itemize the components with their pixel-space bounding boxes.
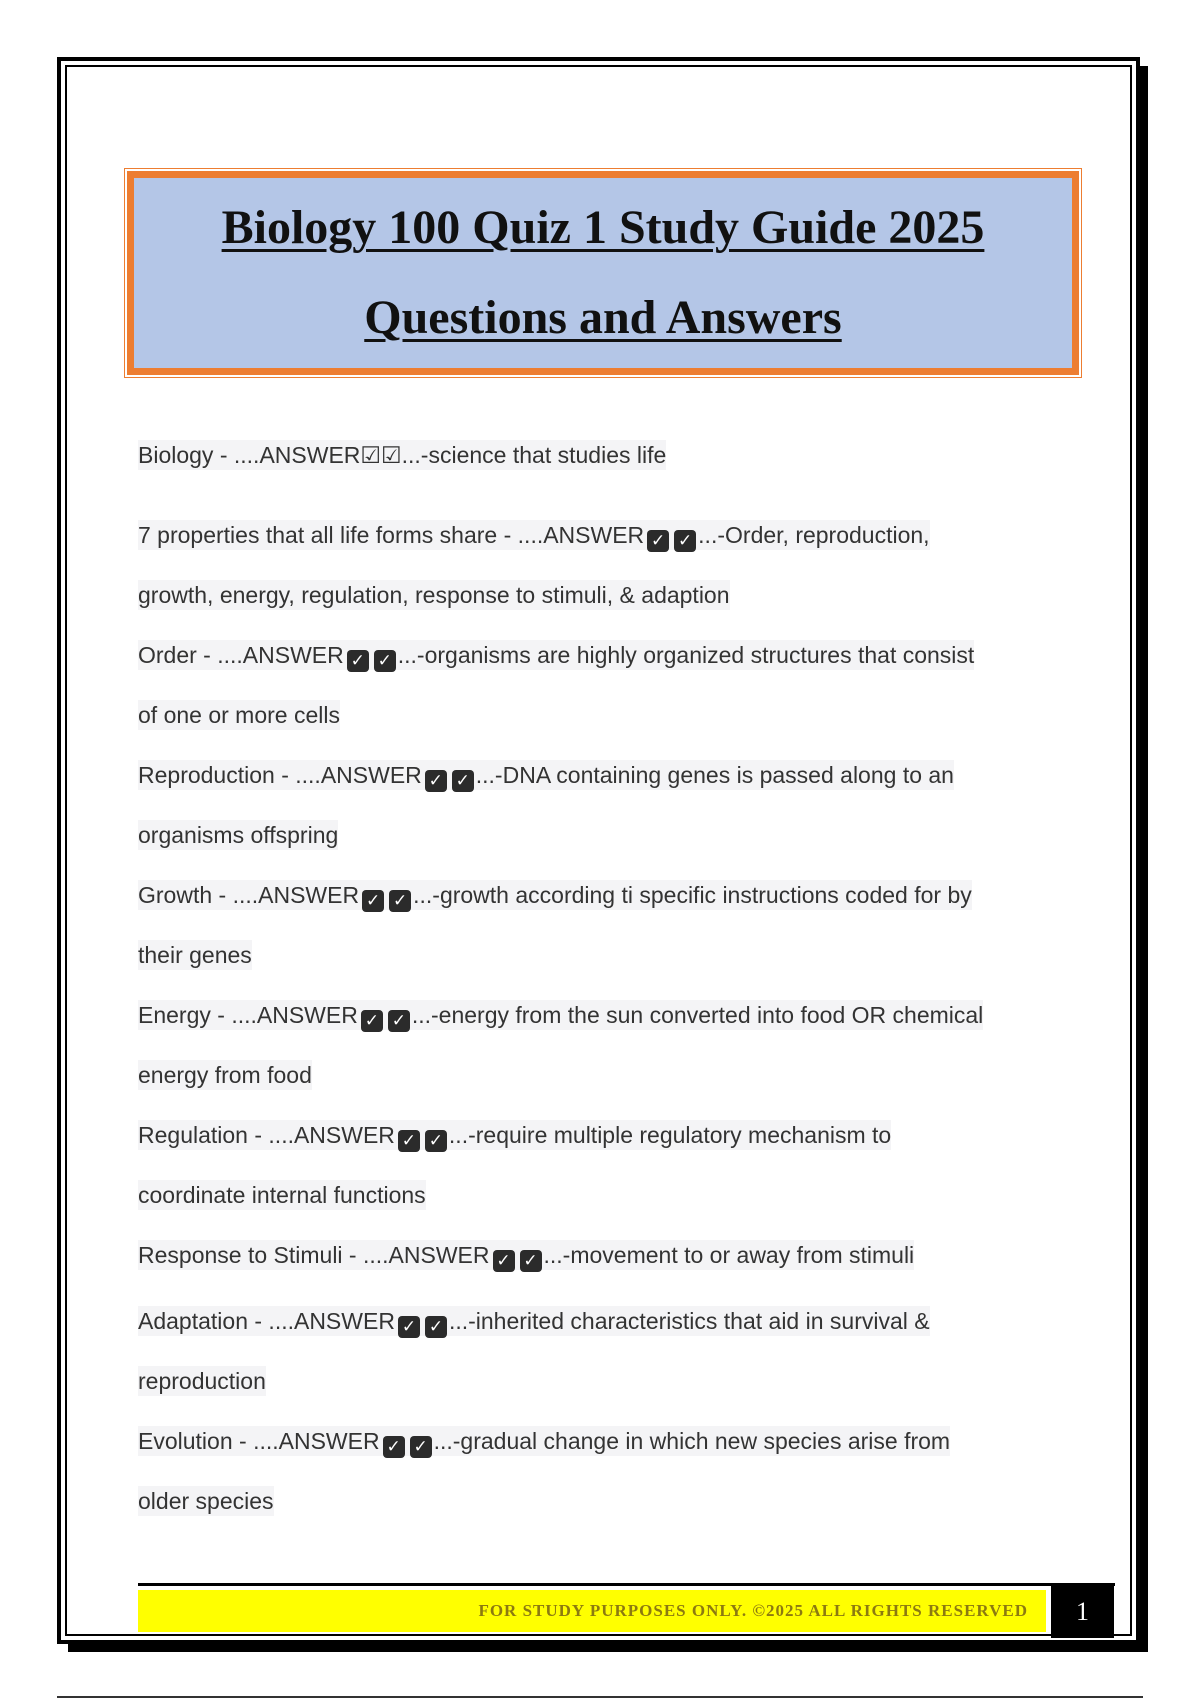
check-icon: ✓ <box>493 1250 515 1272</box>
qa-tail-prefix: ...- <box>397 642 425 668</box>
qa-answer: Order, reproduction, <box>725 522 930 548</box>
qa-continuation-text: of one or more cells <box>138 702 340 728</box>
qa-separator: - ....ANSWER <box>247 1122 395 1148</box>
qa-tail-prefix: ...- <box>413 882 440 908</box>
qa-highlight <box>138 1426 950 1456</box>
qa-entry <box>138 625 1058 745</box>
qa-continuation <box>138 805 1058 865</box>
qa-line <box>138 865 1058 925</box>
qa-continuation-text: organisms offspring <box>138 822 339 848</box>
qa-tail-prefix: ...- <box>698 522 726 548</box>
qa-line <box>138 1411 1058 1471</box>
qa-list <box>138 425 1058 1531</box>
qa-line <box>138 1291 1058 1351</box>
qa-separator: - ....ANSWER <box>196 642 344 668</box>
check-icon: ✓ <box>388 1010 410 1032</box>
check-icon: ✓ <box>383 1436 405 1458</box>
qa-entry <box>138 425 1058 485</box>
check-icon: ✓ <box>425 1130 447 1152</box>
qa-continuation-text: older species <box>138 1488 274 1514</box>
qa-term: Growth <box>138 882 213 908</box>
qa-term: Evolution <box>138 1428 233 1454</box>
qa-tail-prefix: ...- <box>448 1122 476 1148</box>
qa-term: Regulation <box>138 1122 248 1148</box>
qa-continuation-text: coordinate internal functions <box>138 1182 426 1208</box>
check-icon: ✓ <box>361 1010 383 1032</box>
qa-line <box>138 1225 1058 1285</box>
qa-entry <box>138 985 1058 1105</box>
qa-line <box>138 985 1058 1045</box>
qa-answer: gradual change in which new species arise from <box>460 1428 951 1454</box>
qa-entry <box>138 1225 1058 1285</box>
page-number: 1 <box>1051 1586 1114 1638</box>
qa-tail-prefix: ...- <box>475 762 503 788</box>
qa-highlight <box>138 760 954 790</box>
qa-highlight <box>138 520 930 550</box>
check-icon: ✓ <box>374 650 396 672</box>
check-icon: ✓ <box>425 770 447 792</box>
qa-line <box>138 625 1058 685</box>
qa-term: Biology <box>138 442 214 468</box>
document-page <box>57 57 1140 1644</box>
qa-continuation-text: reproduction <box>138 1368 266 1394</box>
check-icon: ✓ <box>398 1130 420 1152</box>
qa-term: Reproduction <box>138 762 275 788</box>
qa-separator: - ....ANSWER <box>274 762 422 788</box>
qa-continuation <box>138 1165 1058 1225</box>
qa-answer: organisms are highly organized structures that consist <box>424 642 975 668</box>
qa-term: Energy <box>138 1002 211 1028</box>
check-icon: ✓ <box>362 890 384 912</box>
footer-band <box>138 1590 1046 1632</box>
qa-answer: require multiple regulatory mechanism to <box>475 1122 892 1148</box>
qa-tail-prefix: ...- <box>543 1242 571 1268</box>
check-icon: ✓ <box>520 1250 542 1272</box>
qa-line <box>138 425 1058 485</box>
qa-tail-prefix: ...- <box>448 1308 476 1334</box>
qa-term: 7 properties that all life forms share <box>138 522 498 548</box>
qa-answer: DNA containing genes is passed along to an <box>502 762 954 788</box>
qa-continuation <box>138 925 1058 985</box>
qa-term: Response to Stimuli <box>138 1242 343 1268</box>
qa-continuation <box>138 685 1058 745</box>
qa-entry <box>138 745 1058 865</box>
qa-line <box>138 505 1058 565</box>
qa-answer: movement to or away from stimuli <box>570 1242 915 1268</box>
qa-highlight <box>138 640 974 670</box>
qa-tail-prefix: ...- <box>411 1002 439 1028</box>
check-icon: ✓ <box>425 1316 447 1338</box>
bottom-rule <box>57 1696 1143 1698</box>
qa-answer: inherited characteristics that aid in survival & <box>475 1308 930 1334</box>
qa-highlight <box>138 1000 983 1030</box>
qa-answer: science that studies life <box>428 442 667 468</box>
qa-separator: - ....ANSWER <box>497 522 645 548</box>
qa-tail-prefix: ...- <box>433 1428 461 1454</box>
qa-separator: - ....ANSWER <box>213 442 361 468</box>
qa-entry <box>138 1411 1058 1531</box>
qa-line <box>138 745 1058 805</box>
qa-tail-prefix: ...- <box>401 442 429 468</box>
qa-continuation <box>138 1045 1058 1105</box>
qa-separator: - ....ANSWER <box>247 1308 395 1334</box>
check-icon: ✓ <box>674 530 696 552</box>
footer-rule <box>138 1583 1115 1586</box>
qa-continuation <box>138 565 1058 625</box>
check-icon: ✓ <box>647 530 669 552</box>
qa-entry <box>138 505 1058 625</box>
qa-term: Adaptation <box>138 1308 248 1334</box>
qa-highlight <box>138 1120 891 1150</box>
qa-continuation <box>138 1471 1058 1531</box>
title-box <box>127 171 1079 375</box>
title-line-1: Biology 100 Quiz 1 Study Guide 2025 <box>221 201 985 254</box>
qa-entry <box>138 1291 1058 1411</box>
check-icon: ✓ <box>347 650 369 672</box>
check-icon: ✓ <box>398 1316 420 1338</box>
qa-separator: - ....ANSWER <box>212 882 360 908</box>
qa-separator: - ....ANSWER <box>232 1428 380 1454</box>
qa-continuation-text: their genes <box>138 942 252 968</box>
title-line-2: Questions and Answers <box>364 291 842 344</box>
qa-highlight <box>138 1240 914 1270</box>
qa-separator: - ....ANSWER <box>342 1242 490 1268</box>
qa-highlight <box>138 440 666 470</box>
check-icon: ✓ <box>452 770 474 792</box>
qa-answer: energy from the sun converted into food OR chemical <box>438 1002 984 1028</box>
qa-answer: growth according ti specific instructions coded for by <box>439 882 972 908</box>
qa-separator: - ....ANSWER <box>210 1002 358 1028</box>
checkbox-text-icon: ☑☑ <box>360 442 402 468</box>
qa-term: Order <box>138 642 197 668</box>
check-icon: ✓ <box>389 890 411 912</box>
qa-line <box>138 1105 1058 1165</box>
qa-continuation <box>138 1351 1058 1411</box>
qa-highlight <box>138 880 972 910</box>
qa-entry <box>138 865 1058 985</box>
qa-entry <box>138 1105 1058 1225</box>
qa-highlight <box>138 1306 930 1336</box>
check-icon: ✓ <box>410 1436 432 1458</box>
footer-text: FOR STUDY PURPOSES ONLY. ©2025 ALL RIGHTS RESERVED <box>478 1601 1028 1620</box>
qa-continuation-text: growth, energy, regulation, response to stimuli, & adaption <box>138 582 730 608</box>
qa-continuation-text: energy from food <box>138 1062 312 1088</box>
